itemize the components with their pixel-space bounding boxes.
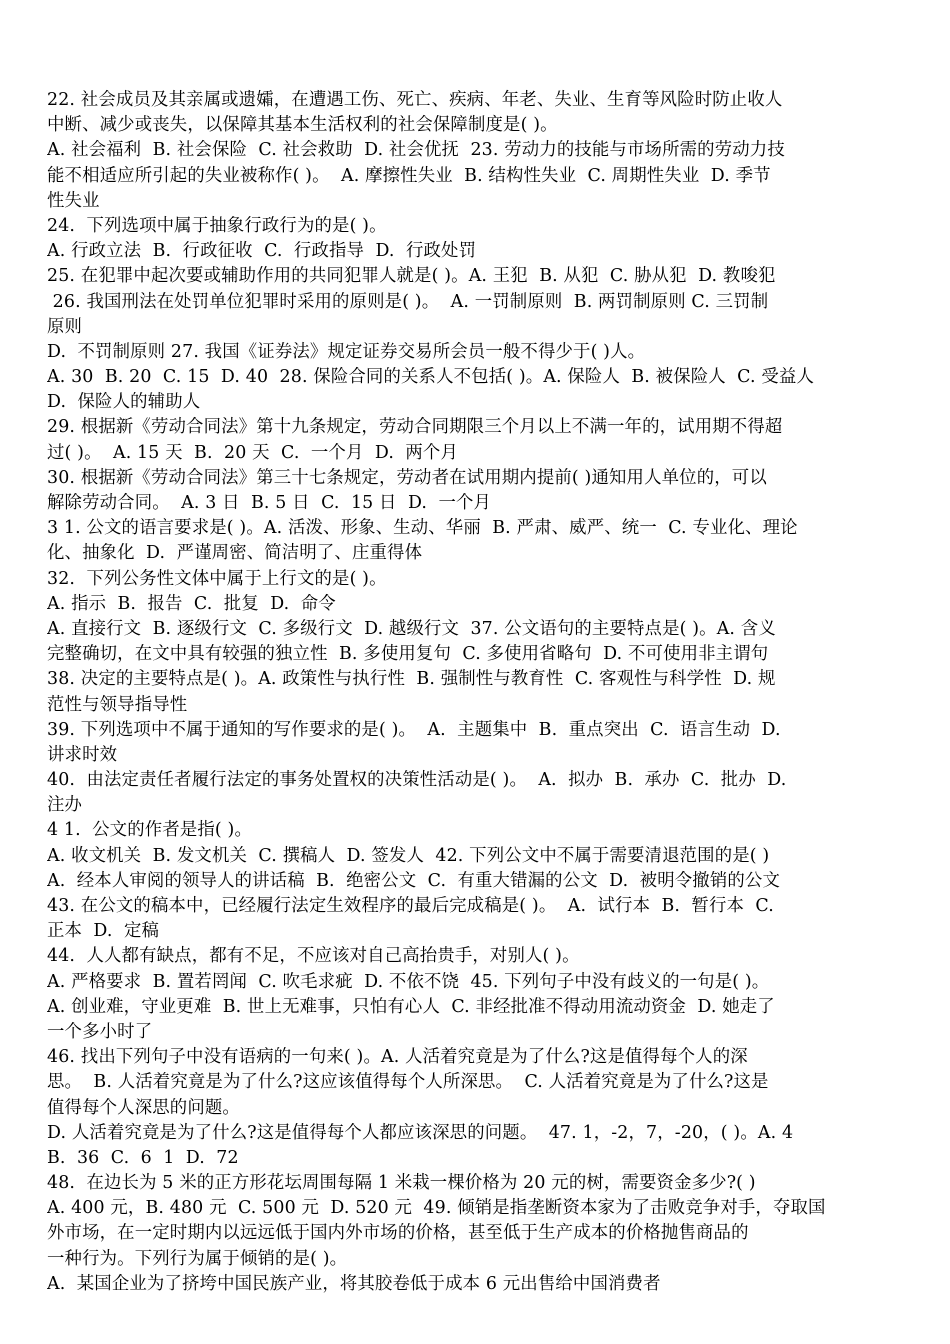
text-line: A. 创业难，守业更难 B. 世上无难事，只怕有心人 C. 非经批准不得动用流动资金 D. 她走了 [47, 996, 775, 1017]
text-line: 32. 下列公务性文体中属于上行文的是( )。 [47, 568, 387, 589]
text-line: A. 30 B. 20 C. 15 D. 40 28. 保险合同的关系人不包括( )。A. 保险人 B. 被保险人 C. 受益人 [47, 367, 814, 388]
text-line: A. 直接行文 B. 逐级行文 C. 多级行文 D. 越级行文 37. 公文语句的主要特点是( )。A. 含义 [47, 618, 776, 639]
text-line: 中断、减少或丧失，以保障其基本生活权利的社会保障制度是( )。 [47, 115, 558, 136]
text-line: 3 1. 公文的语言要求是( )。A. 活泼、形象、生动、华丽 B. 严肃、威严、统一 C. 专业化、理论 [47, 518, 798, 539]
text-line: D. 不罚制原则 27. 我国《证券法》规定证券交易所会员一般不得少于( )人。 [47, 341, 646, 362]
text-line: 性失业 [47, 190, 100, 211]
text-line: 过( )。 A. 15 天 B. 20 天 C. 一个月 D. 两个月 [47, 442, 458, 463]
text-line: 一个多小时了 [47, 1021, 153, 1042]
text-line: 26. 我国刑法在处罚单位犯罪时采用的原则是( )。 A. 一罚制原则 B. 两罚制原则 C. 三罚制 [47, 291, 769, 312]
text-line: 值得每个人深思的问题。 [47, 1097, 240, 1118]
text-line: A. 社会福利 B. 社会保险 C. 社会救助 D. 社会优抚 23. 劳动力的技能与市场所需的劳动力技 [47, 140, 785, 161]
text-line: 解除劳动合同。 A. 3 日 B. 5 日 C. 15 日 D. 一个月 [47, 493, 492, 513]
text-line: 一种行为。下列行为属于倾销的是( )。 [47, 1248, 348, 1269]
text-line: 能不相适应所引起的失业被称作( )。 A. 摩擦性失业 B. 结构性失业 C. 周期性失业 D. 季节 [47, 165, 771, 186]
text-line: 化、抽象化 D. 严谨周密、简洁明了、庄重得体 [47, 543, 423, 564]
text-line: B. 36 C. 6 1 D. 72 [47, 1147, 239, 1168]
text-line: 正本 D. 定稿 [47, 921, 160, 942]
text-line: A. 收文机关 B. 发文机关 C. 撰稿人 D. 签发人 42. 下列公文中不属于需要清退范围的是( ) [47, 845, 770, 866]
text-line: A. 某国企业为了挤垮中国民族产业，将其胶卷低于成本 6 元出售给中国消费者 [47, 1273, 661, 1294]
text-line: 30. 根据新《劳动合同法》第三十七条规定，劳动者在试用期内提前( )通知用人单位的，可以 [47, 467, 767, 488]
text-line: 注办 [47, 795, 83, 816]
text-line: 原则 [47, 316, 83, 337]
text-line: 4 1. 公文的作者是指( )。 [47, 820, 253, 841]
text-line: 25. 在犯罪中起次要或辅助作用的共同犯罪人就是( )。A. 王犯 B. 从犯 C. 胁从犯 D. 教唆犯 [47, 266, 776, 287]
text-line: 39. 下列选项中不属于通知的写作要求的是( )。 A. 主题集中 B. 重点突出 C. 语言生动 D. [47, 719, 781, 740]
text-line: A. 行政立法 B. 行政征收 C. 行政指导 D. 行政处罚 [47, 241, 477, 262]
text-line: A. 严格要求 B. 置若罔闻 C. 吹毛求疵 D. 不依不饶 45. 下列句子中没有歧义的一句是( )。 [47, 971, 770, 992]
text-line: 38. 决定的主要特点是( )。A. 政策性与执行性 B. 强制性与教育性 C. 客观性与科学性 D. 规 [47, 669, 776, 690]
text-line: A. 400 元，B. 480 元 C. 500 元 D. 520 元 49. 倾销是指垄断资本家为了击败竞争对手，夺取国 [47, 1198, 826, 1219]
text-line: 24. 下列选项中属于抽象行政行为的是( )。 [47, 215, 387, 236]
text-line: 22. 社会成员及其亲属或遗孀，在遭遇工伤、死亡、疾病、年老、失业、生育等风险时防止收人 [47, 90, 783, 110]
text-line: D. 人活着究竟是为了什么?这是值得每个人都应该深思的问题。 47. 1，-2，7，-20，( )。A. 4 [47, 1122, 794, 1143]
document-body [47, 88, 913, 1297]
text-line: 思。 B. 人活着究竟是为了什么?这应该值得每个人所深思。 C. 人活着究竟是为了什么?这是 [47, 1072, 769, 1093]
text-line: 讲求时效 [47, 744, 118, 765]
text-line: 外市场，在一定时期内以远远低于国内外市场的价格，甚至低于生产成本的价格抛售商品的 [47, 1223, 749, 1244]
text-line: 29. 根据新《劳动合同法》第十九条规定，劳动合同期限三个月以上不满一年的，试用期不得超 [47, 417, 783, 438]
text-line: 40. 由法定责任者履行法定的事务处置权的决策性活动是( )。 A. 拟办 B. 承办 C. 批办 D. [47, 770, 787, 791]
text-line: D. 保险人的辅助人 [47, 392, 201, 413]
text-line: 完整确切，在文中具有较强的独立性 B. 多使用复句 C. 多使用省略句 D. 不可使用非主谓句 [47, 644, 769, 665]
text-line: A. 指示 B. 报告 C. 批复 D. 命令 [47, 593, 336, 614]
text-line: 43. 在公文的稿本中，已经履行法定生效程序的最后完成稿是( )。 A. 试行本 B. 暂行本 C. [47, 896, 774, 916]
text-line: A. 经本人审阅的领导人的讲话稿 B. 绝密公文 C. 有重大错漏的公文 D. 被明令撤销的公文 [47, 870, 780, 891]
text-line: 44. 人人都有缺点，都有不足，不应该对自己高抬贵手，对别人( )。 [47, 946, 580, 967]
text-line: 48. 在边长为 5 米的正方形花坛周围每隔 1 米栽一棵价格为 20 元的树，需要资金多少?( ) [47, 1173, 756, 1194]
text-line: 46. 找出下列句子中没有语病的一句来( )。A. 人活着究竟是为了什么?这是值得每个人的深 [47, 1047, 748, 1068]
text-line: 范性与领导指导性 [47, 694, 188, 715]
